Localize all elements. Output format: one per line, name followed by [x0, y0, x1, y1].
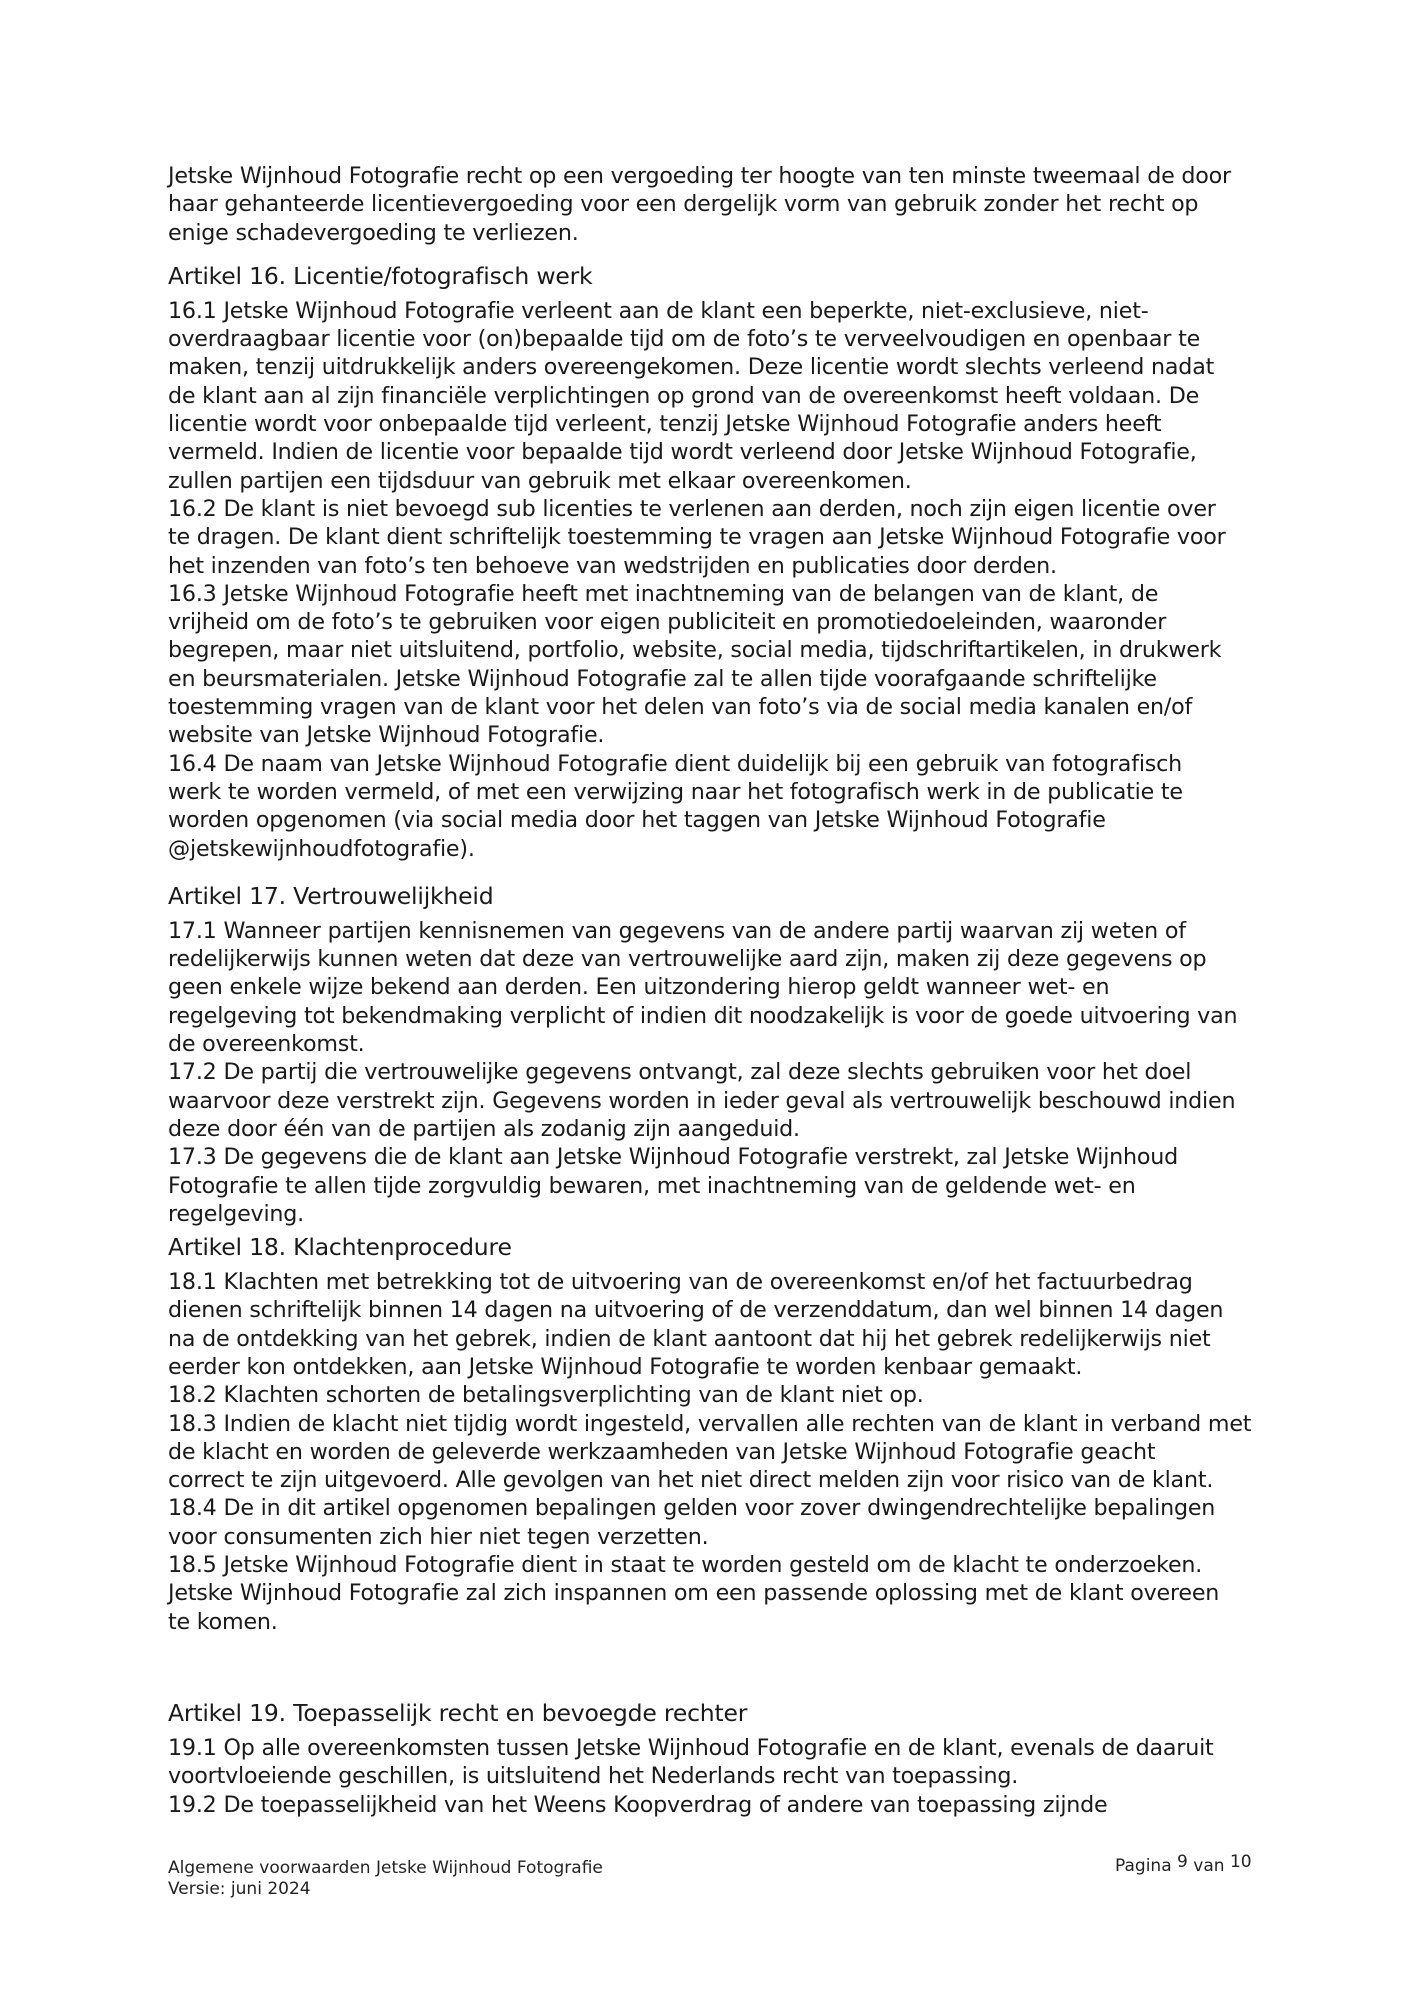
- text-line: vermeld. Indien de licentie voor bepaalde tijd wordt verleend door Jetske Wijnhoud Fotografie,: [168, 439, 1197, 466]
- text-line: 16.2 De klant is niet bevoegd sub licenties te verlenen aan derden, noch zijn eigen licentie over: [168, 495, 1216, 522]
- text-line: te dragen. De klant dient schriftelijk toestemming te vragen aan Jetske Wijnhoud Fotografie voor: [168, 524, 1226, 551]
- text-line: overdraagbaar licentie voor (on)bepaalde tijd om de foto’s te verveelvoudigen en openbaar te: [168, 326, 1201, 353]
- text-line: deze door één van de partijen als zodanig zijn aangeduid.: [168, 1115, 800, 1142]
- text-line: 16.4 De naam van Jetske Wijnhoud Fotografie dient duidelijk bij een gebruik van fotografisch: [168, 750, 1183, 777]
- text-line: de klant aan al zijn financiële verplichtingen op grond van de overeenkomst heeft voldaan. De: [168, 382, 1200, 409]
- text-line: het inzenden van foto’s ten behoeve van wedstrijden en publicaties door derden.: [168, 552, 1057, 579]
- intro-paragraph: [168, 162, 1258, 247]
- text-line: @jetskewijnhoudfotografie).: [168, 835, 475, 862]
- article-19-body: [168, 1734, 1258, 1819]
- text-line: vrijheid om de foto’s te gebruiken voor eigen publiciteit en promotiedoeleinden, waaronder: [168, 609, 1167, 636]
- text-line: 18.4 De in dit artikel opgenomen bepalingen gelden voor zover dwingendrechtelijke bepalingen: [168, 1495, 1216, 1522]
- text-line: 18.1 Klachten met betrekking tot de uitvoering van de overeenkomst en/of het factuurbedrag: [168, 1269, 1193, 1296]
- text-line: voortvloeiende geschillen, is uitsluitend het Nederlands recht van toepassing.: [168, 1763, 1019, 1790]
- page-of-label: van: [1193, 1856, 1225, 1876]
- text-line: werk te worden vermeld, of met een verwijzing naar het fotografisch werk in de publicatie te: [168, 778, 1183, 805]
- text-line: 18.5 Jetske Wijnhoud Fotografie dient in staat te worden gesteld om de klacht te onderzoeken.: [168, 1552, 1203, 1579]
- text-line: dienen schriftelijk binnen 14 dagen na uitvoering of de verzenddatum, dan wel binnen 14 dagen: [168, 1297, 1224, 1324]
- text-line: de overeenkomst.: [168, 1031, 365, 1058]
- text-line: 19.1 Op alle overeenkomsten tussen Jetske Wijnhoud Fotografie en de klant, evenals de daaruit: [168, 1734, 1214, 1761]
- text-line: Jetske Wijnhoud Fotografie recht op een vergoeding ter hoogte van ten minste tweemaal de door: [168, 163, 1231, 189]
- text-line: 19.2 De toepasselijkheid van het Weens Koopverdrag of andere van toepassing zijnde: [168, 1791, 1108, 1818]
- article-18-body: [168, 1268, 1258, 1636]
- page-label: Pagina: [1115, 1856, 1172, 1876]
- text-line: maken, tenzij uitdrukkelijk anders overeengekomen. Deze licentie wordt slechts verleend nadat: [168, 354, 1215, 381]
- article-17-body: [168, 917, 1258, 1228]
- text-line: 18.2 Klachten schorten de betalingsverplichting van de klant niet op.: [168, 1382, 924, 1409]
- text-line: geen enkele wijze bekend aan derden. Een uitzondering hierop geldt wanneer wet- en: [168, 974, 1110, 1001]
- page-current: 9: [1177, 1852, 1188, 1872]
- page-total: 10: [1229, 1852, 1252, 1872]
- text-line: de klacht en worden de geleverde werkzaamheden van Jetske Wijnhoud Fotografie geacht: [168, 1438, 1156, 1465]
- text-line: 16.3 Jetske Wijnhoud Fotografie heeft met inachtneming van de belangen van de klant, de: [168, 580, 1159, 607]
- text-line: 17.1 Wanneer partijen kennisnemen van gegevens van de andere partij waarvan zij weten of: [168, 917, 1186, 944]
- footer-title: Algemene voorwaarden Jetske Wijnhoud Fotografie: [168, 1858, 603, 1878]
- text-line: 18.3 Indien de klacht niet tijdig wordt ingesteld, vervallen alle rechten van de klant in verband met: [168, 1410, 1252, 1437]
- text-line: Jetske Wijnhoud Fotografie zal zich inspannen om een passende oplossing met de klant overeen: [168, 1580, 1220, 1607]
- text-line: licentie wordt voor onbepaalde tijd verleent, tenzij Jetske Wijnhoud Fotografie anders heeft: [168, 411, 1162, 438]
- footer-version: Versie: juni 2024: [168, 1879, 311, 1899]
- text-line: haar gehanteerde licentievergoeding voor een dergelijk vorm van gebruik zonder het recht op: [168, 191, 1199, 218]
- text-line: 16.1 Jetske Wijnhoud Fotografie verleent aan de klant een beperkte, niet-exclusieve, niet-: [168, 297, 1149, 324]
- text-line: correct te zijn uitgevoerd. Alle gevolgen van het niet direct melden zijn voor risico van de klant.: [168, 1467, 1214, 1494]
- text-line: zullen partijen een tijdsduur van gebruik met elkaar overeenkomen.: [168, 467, 912, 494]
- text-line: te komen.: [168, 1608, 278, 1635]
- document-page: [168, 162, 1258, 1819]
- text-line: 17.3 De gegevens die de klant aan Jetske Wijnhoud Fotografie verstrekt, zal Jetske Wijnhoud: [168, 1144, 1179, 1171]
- text-line: begrepen, maar niet uitsluitend, portfolio, website, social media, tijdschriftartikelen, in drukwerk: [168, 637, 1222, 664]
- article-16-body: [168, 297, 1258, 863]
- text-line: redelijkerwijs kunnen weten dat deze van vertrouwelijke aard zijn, maken zij deze gegevens op: [168, 946, 1207, 973]
- text-line: website van Jetske Wijnhoud Fotografie.: [168, 722, 605, 749]
- text-line: na de ontdekking van het gebrek, indien de klant aantoont dat hij het gebrek redelijkerwijs niet: [168, 1325, 1211, 1352]
- page-number: [1115, 1852, 1252, 1877]
- text-line: en beursmaterialen. Jetske Wijnhoud Fotografie zal te allen tijde voorafgaande schriftelijke: [168, 665, 1157, 692]
- text-line: regelgeving.: [168, 1200, 305, 1227]
- text-line: Fotografie te allen tijde zorgvuldig bewaren, met inachtneming van de geldende wet- en: [168, 1172, 1136, 1199]
- text-line: voor consumenten zich hier niet tegen verzetten.: [168, 1523, 709, 1550]
- article-17-heading: Artikel 17. Vertrouwelijkheid: [168, 881, 494, 910]
- text-line: eerder kon ontdekken, aan Jetske Wijnhoud Fotografie te worden kenbaar gemaakt.: [168, 1353, 1083, 1380]
- text-line: waarvoor deze verstrekt zijn. Gegevens worden in ieder geval als vertrouwelijk beschouwd indien: [168, 1087, 1236, 1114]
- text-line: 17.2 De partij die vertrouwelijke gegevens ontvangt, zal deze slechts gebruiken voor het doel: [168, 1059, 1192, 1086]
- document-footer: [168, 1858, 603, 1900]
- article-18-heading: Artikel 18. Klachtenprocedure: [168, 1233, 512, 1262]
- article-19-heading: Artikel 19. Toepasselijk recht en bevoegde rechter: [168, 1698, 748, 1727]
- article-16-heading: Artikel 16. Licentie/fotografisch werk: [168, 261, 593, 290]
- text-line: enige schadevergoeding te verliezen.: [168, 219, 579, 246]
- text-line: regelgeving tot bekendmaking verplicht of indien dit noodzakelijk is voor de goede uitvoering van: [168, 1002, 1238, 1029]
- text-line: toestemming vragen van de klant voor het delen van foto’s via de social media kanalen en/of: [168, 694, 1193, 721]
- text-line: worden opgenomen (via social media door het taggen van Jetske Wijnhoud Fotografie: [168, 807, 1106, 834]
